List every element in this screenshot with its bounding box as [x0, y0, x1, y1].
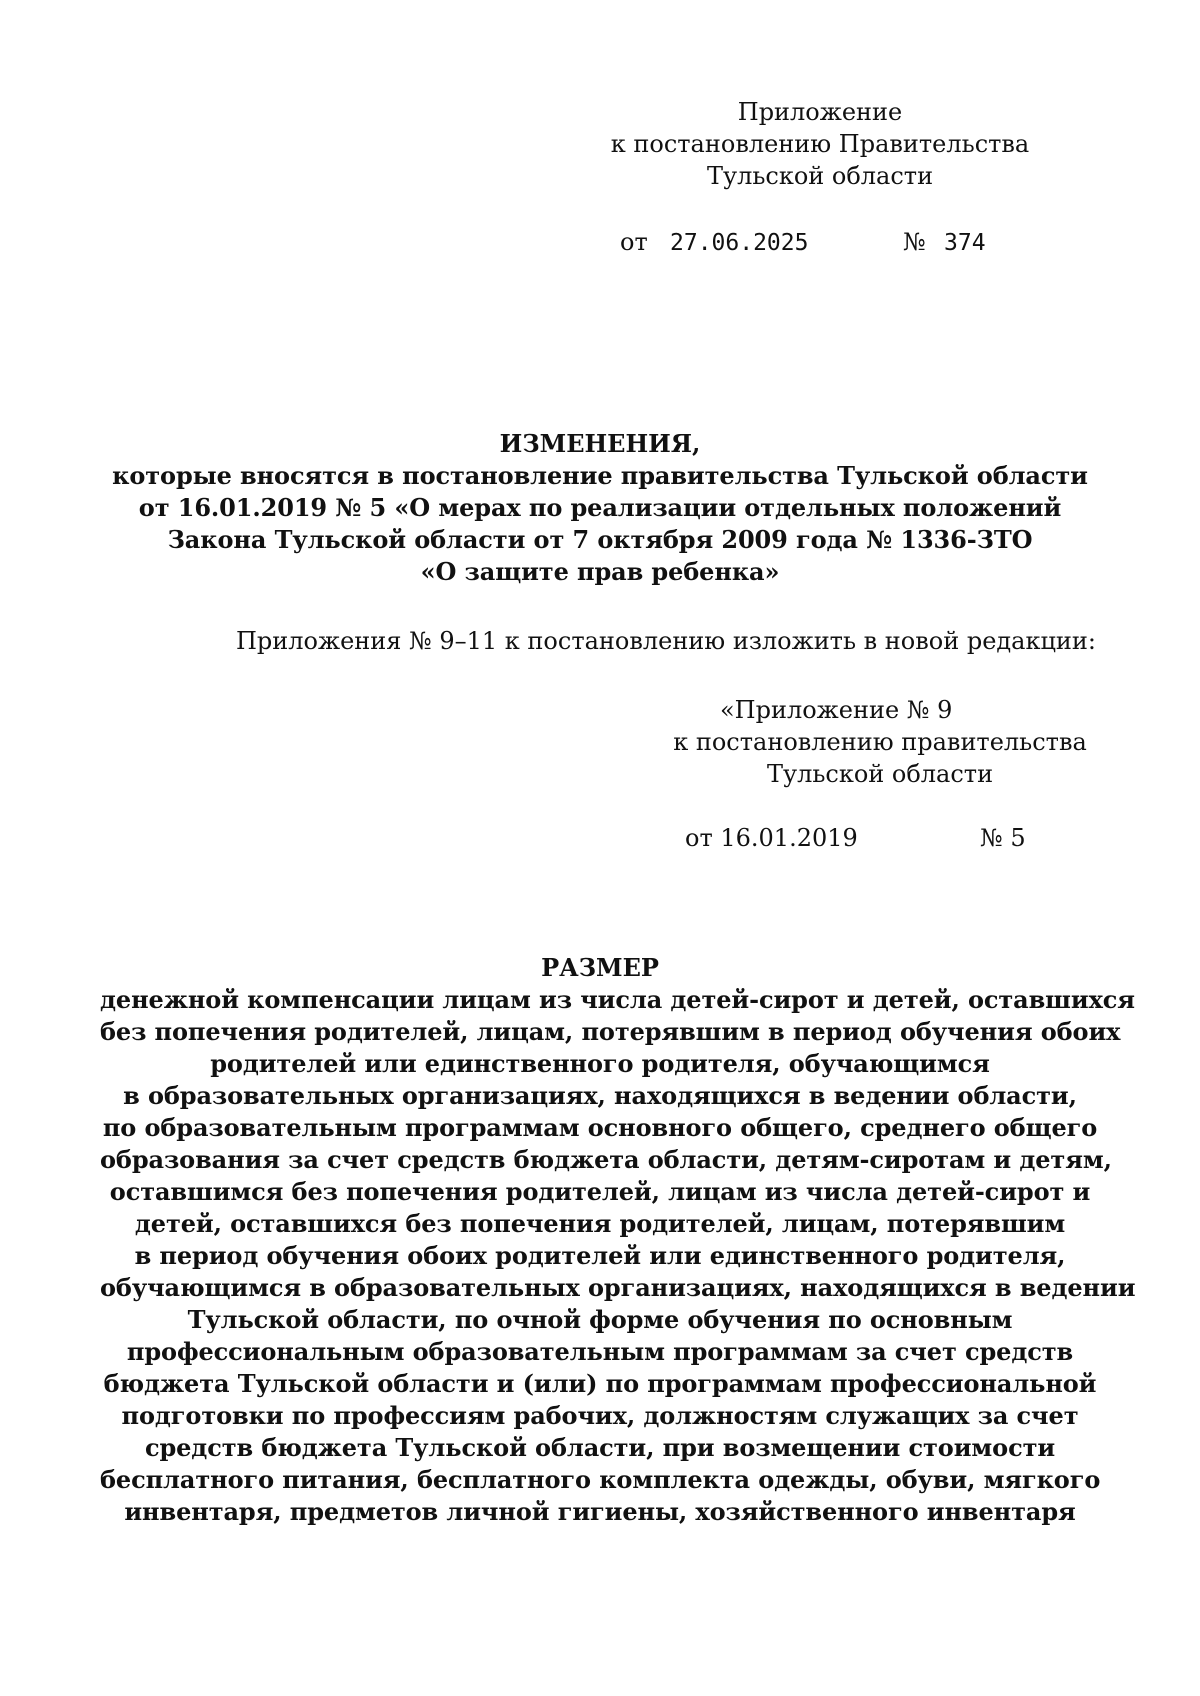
appendix-stamp-line2: к постановлению правительства	[673, 728, 1087, 756]
size-title-line: бюджета Тульской области и (или) по программам профессиональной	[103, 1369, 1097, 1398]
changes-title-line: Закона Тульской области от 7 октября 2009 года № 1336-ЗТО	[167, 525, 1033, 554]
size-title-line: в образовательных организациях, находящихся в ведении области,	[123, 1081, 1077, 1110]
appendix-date: от 16.01.2019	[685, 824, 858, 852]
header-stamp-line2: к постановлению Правительства	[610, 130, 1030, 158]
changes-title-line: «О защите прав ребенка»	[420, 557, 780, 586]
size-title-line: инвентаря, предметов личной гигиены, хозяйственного инвентаря	[124, 1497, 1076, 1526]
changes-title-line: от 16.01.2019 № 5 «О мерах по реализации отдельных положений	[138, 493, 1062, 522]
size-title-line: образования за счет средств бюджета области, детям-сиротам и детям,	[100, 1145, 1112, 1174]
header-stamp-line1: Приложение	[737, 98, 903, 126]
appendix-stamp-line1: «Приложение № 9	[720, 696, 953, 724]
header-number: 374	[944, 230, 986, 256]
size-title-line: Тульской области, по очной форме обучения по основным	[187, 1305, 1013, 1334]
size-title-line: средств бюджета Тульской области, при возмещении стоимости	[144, 1433, 1056, 1462]
appendix-stamp-line3: Тульской области	[766, 760, 994, 788]
size-title-line: детей, оставшихся без попечения родителей, лицам, потерявшим	[134, 1209, 1066, 1238]
header-number-label: №	[903, 228, 926, 256]
size-title-line: в период обучения обоих родителей или единственного родителя,	[134, 1241, 1066, 1270]
size-title	[100, 952, 1136, 1528]
appendix-number: № 5	[980, 824, 1026, 852]
changes-title-line: которые вносятся в постановление правительства Тульской области	[112, 461, 1088, 490]
size-title-line: денежной компенсации лицам из числа детей-сирот и детей, оставшихся	[100, 985, 1135, 1014]
changes-title	[100, 428, 1100, 588]
size-title-line: подготовки по профессиям рабочих, должностям служащих за счет	[121, 1401, 1079, 1430]
size-title-line: по образовательным программам основного общего, среднего общего	[102, 1113, 1098, 1142]
size-title-line: бесплатного питания, бесплатного комплекта одежды, обуви, мягкого	[100, 1465, 1101, 1494]
size-heading: РАЗМЕР	[541, 953, 659, 982]
size-title-line: профессиональным образовательным программам за счет средств	[126, 1337, 1074, 1366]
size-title-line: обучающимся в образовательных организациях, находящихся в ведении	[100, 1273, 1136, 1302]
size-title-line: оставшимся без попечения родителей, лицам из числа детей-сирот и	[109, 1177, 1091, 1206]
header-date-prefix: от	[620, 228, 648, 256]
changes-heading: ИЗМЕНЕНИЯ,	[499, 429, 701, 458]
size-title-line: без попечения родителей, лицам, потерявшим в период обучения обоих	[100, 1017, 1121, 1046]
header-stamp-line3: Тульской области	[706, 162, 934, 190]
header-date: 27.06.2025	[670, 230, 809, 256]
size-title-line: родителей или единственного родителя, обучающимся	[210, 1049, 990, 1078]
intro-text: Приложения № 9–11 к постановлению изложить в новой редакции:	[236, 627, 1096, 655]
